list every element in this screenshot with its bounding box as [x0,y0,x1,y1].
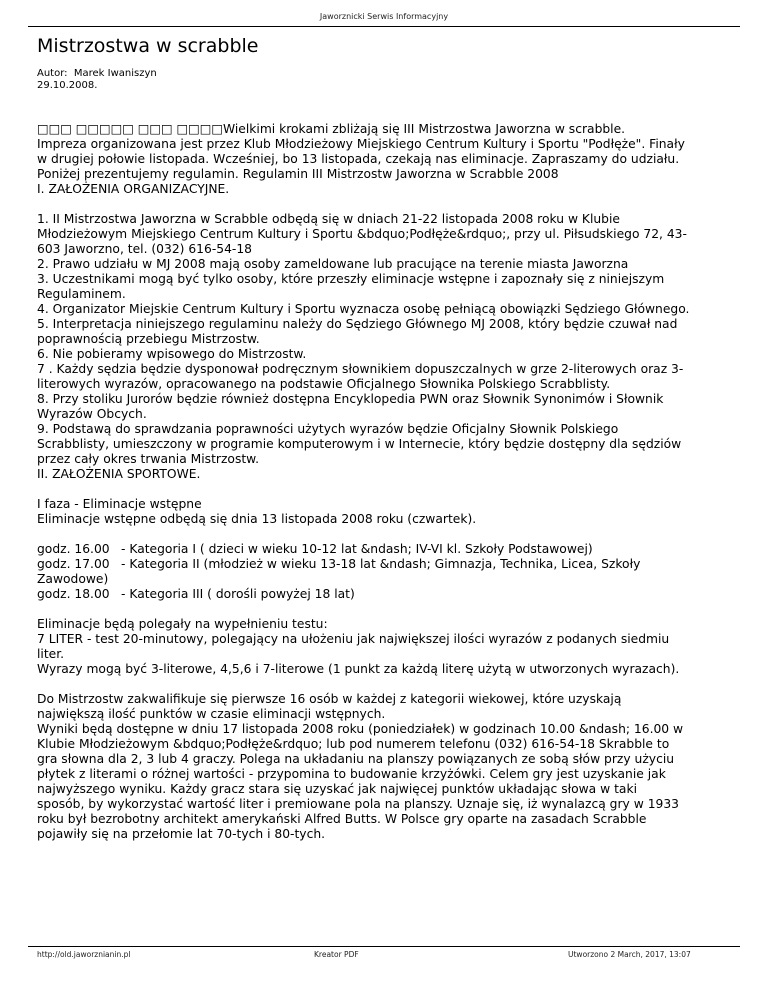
text-line: Impreza organizowana jest przez Klub Młodzieżowy Miejskiego Centrum Kultury i Sportu "Podłęże". Finały [37,137,685,151]
schedule-row [37,557,743,572]
text-line: I faza - Eliminacje wstępne [37,497,202,511]
text-line: w drugiej połowie listopada. Wcześniej, bo 13 listopada, czekają nas eliminacje. Zapraszamy do udziału. [37,152,680,166]
schedule-row [37,572,743,587]
text-line: II. ZAŁOŻENIA SPORTOWE. [37,467,201,481]
elimination-paragraph [37,617,743,677]
text-line: 3. Uczestnikami mogą być tylko osoby, które przeszły eliminacje wstępne i zapoznały się z niniejszym [37,272,665,286]
footer-created: Utworzono 2 March, 2017, 13:07 [568,950,691,959]
rules-list [37,212,743,482]
text-line: Klubie Młodzieżowym &bdquo;Podłęże&rdquo; lub pod numerem telefonu (032) 616-54-18 Skrabble to [37,737,670,751]
text-line: 7 . Każdy sędzia będzie dysponował podręcznym słownikiem dopuszczalnych w grze 2-literowych oraz 3- [37,362,684,376]
schedule-time: godz. 18.00 [37,587,110,601]
text-line: Regulaminem. [37,287,126,301]
text-line: płytek z literami o różnej wartości - przypomina to budowanie krzyżówki. Celem gry jest uzyskanie jak [37,767,666,781]
text-line: 5. Interpretacja niniejszego regulaminu należy do Sędziego Głównego MJ 2008, który będzie czuwał nad [37,317,678,331]
header-divider [28,26,740,27]
text-line: 6. Nie pobieramy wpisowego do Mistrzostw. [37,347,307,361]
footer-url[interactable]: http://old.jaworznianin.pl [37,950,131,959]
schedule-list [37,542,743,602]
text-line: 4. Organizator Miejskie Centrum Kultury i Sportu wyznacza osobę pełniącą obowiązki Sędziego Głównego. [37,302,690,316]
intro-paragraph [37,122,743,197]
text-line: 603 Jaworzno, tel. (032) 616-54-18 [37,242,253,256]
text-line: I. ZAŁOŻENIA ORGANIZACYJNE. [37,182,230,196]
text-line: Eliminacje wstępne odbędą się dnia 13 listopada 2008 roku (czwartek). [37,512,477,526]
text-line: Wyniki będą dostępne w dniu 17 listopada 2008 roku (poniedziałek) w godzinach 10.00 &ndash; 16.00 w [37,722,684,736]
text-line: liter. [37,647,65,661]
schedule-category: - Kategoria I ( dzieci w wieku 10-12 lat &ndash; IV-VI kl. Szkoły Podstawowej) [121,542,593,556]
text-line: sposób, by wykorzystać wartość liter i premiowane pola na planszy. Uznaje się, iż wynalazcą gry w 1933 [37,797,679,811]
schedule-category: - Kategoria II (młodzież w wieku 13-18 lat &ndash; Gimnazja, Technika, Licea, Szkoły [121,557,641,571]
text-line: poprawnością przebiegu Mistrzostw. [37,332,260,346]
publish-date: 29.10.2008. [37,80,98,91]
schedule-row [37,542,743,557]
text-line: 1. II Mistrzostwa Jaworzna w Scrabble odbędą się w dniach 21-22 listopada 2008 roku w Klubie [37,212,620,226]
text-line: Do Mistrzostw zakwalifikuje się pierwsze 16 osób w każdej z kategorii wiekowej, które uzyskają [37,692,622,706]
text-line: Młodzieżowym Miejskiego Centrum Kultury i Sportu &bdquo;Podłęże&rdquo;, przy ul. Piłsudskiego 72, 43- [37,227,687,241]
text-line: gra słowna dla 2, 3 lub 4 graczy. Polega na układaniu na planszy powiązanych ze sobą słów przy użyciu [37,752,675,766]
text-line: Wyrazy mogą być 3-literowe, 4,5,6 i 7-literowe (1 punkt za każdą literę użytą w utworzonych wyrazach). [37,662,680,676]
schedule-category [121,572,743,587]
text-line: 9. Podstawą do sprawdzania poprawności użytych wyrazów będzie Oficjalny Słownik Polskiego [37,422,619,436]
schedule-row [37,587,743,602]
text-line: Scrabblisty, umieszczony w programie komputerowym i w Internecie, który będzie dostępny dla sędziów [37,437,682,451]
text-line: najwyższego wyniku. Każdy gracz stara się uzyskać jak najwięcej punktów układając słowa w taki [37,782,637,796]
text-line: pojawiły się na przełomie lat 70-tych i 80-tych. [37,827,326,841]
article-meta [37,68,157,92]
text-line: 8. Przy stoliku Jurorów będzie również dostępna Encyklopedia PWN oraz Słownik Synonimów i Słownik [37,392,664,406]
schedule-time: Zawodowe) [37,572,109,586]
closing-paragraph [37,692,743,842]
text-line: Poniżej prezentujemy regulamin. Regulamin III Mistrzostw Jaworzna w Scrabble 2008 [37,167,559,181]
article-title: Mistrzostwa w scrabble [37,35,259,57]
text-line: 2. Prawo udziału w MJ 2008 mają osoby zameldowane lub pracujące na terenie miasta Jaworzna [37,257,629,271]
text-line: literowych wyrazów, opracowanego na podstawie Oficjalnego Słownika Polskiego Scrabblisty. [37,377,611,391]
footer-divider [28,946,740,947]
text-line: Wyrazów Obcych. [37,407,147,421]
phase-paragraph [37,497,743,527]
footer-generator: Kreator PDF [314,950,359,959]
site-header: Jaworznicki Serwis Informacyjny [319,12,449,21]
author-line: Autor: Marek Iwaniszyn [37,68,157,79]
schedule-category: - Kategoria III ( dorośli powyżej 18 lat) [121,587,355,601]
schedule-time: godz. 16.00 [37,542,110,556]
text-line: Eliminacje będą polegały na wypełnieniu testu: [37,617,328,631]
text-line: roku był bezrobotny architekt amerykański Alfred Butts. W Polsce gry oparte na zasadach Scrabble [37,812,647,826]
schedule-time: godz. 17.00 [37,557,110,571]
text-line: największą ilość punktów w czasie eliminacji wstępnych. [37,707,386,721]
text-line: □□□ □□□□□ □□□ □□□□Wielkimi krokami zbliżają się III Mistrzostwa Jaworzna w scrabble. [37,122,626,136]
article-body [37,122,743,857]
text-line: przez cały okres trwania Mistrzostw. [37,452,260,466]
text-line: 7 LITER - test 20-minutowy, polegający na ułożeniu jak największej ilości wyrazów z podanych siedmiu [37,632,670,646]
